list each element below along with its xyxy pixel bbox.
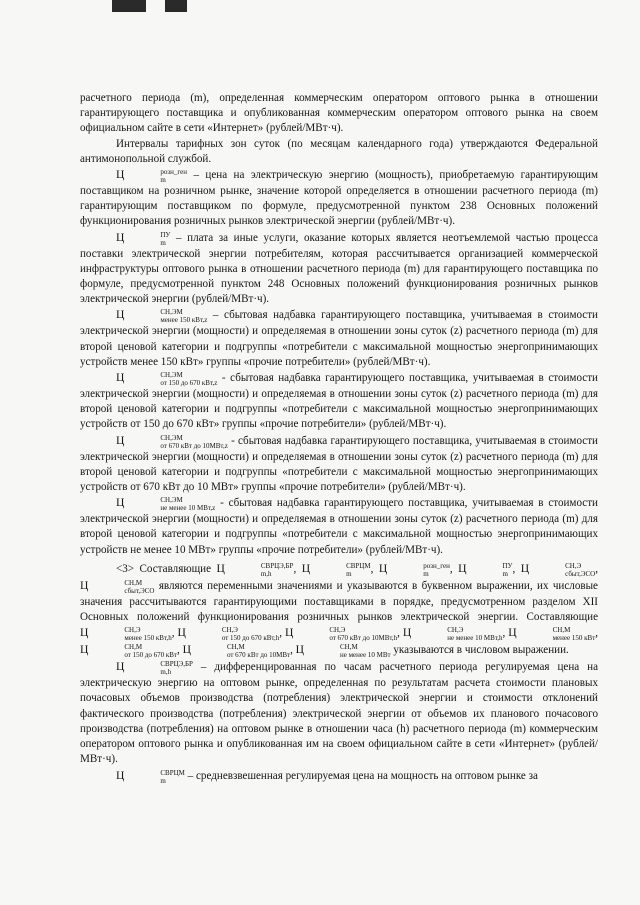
- price-symbol: Ц розн_ген m: [378, 561, 450, 578]
- paragraph-8: Ц СН,ЭМ не менее 10 МВт,z - сбытовая надбавка гарантирующего поставщика, учитываемая в стоимости электрической энергии (мощности) и определяемая в отношении зоны суток (z) расчетного периода (m) для второй ценовой категории и подгруппы «потребители с максимальной мощностью энергопринимающих устройств не менее 10 МВт» группы «прочие потребители» (рублей/МВт·ч).: [80, 496, 598, 556]
- scan-artifact: [165, 0, 187, 12]
- paragraph-7: Ц СН,ЭМ от 670 кВт до 10МВт,z - сбытовая надбавка гарантирующего поставщика, учитываемая в стоимости электрической энергии (мощности) и определяемая в отношении зоны суток (z) расчетного периода (m) для второй ценовой категории и подгруппы «потребители с максимальной мощностью энергопринимающих устройств от 670 кВт до 10 МВт» группы «прочие потребители» (рублей/МВт·ч).: [80, 433, 598, 494]
- price-symbol: Ц СВРЦЭ,БР m,h: [116, 660, 193, 677]
- price-symbol: Ц СН,Э от 150 до 670 кВт,h: [177, 626, 280, 643]
- price-symbol: Ц СН,ЭМ от 670 кВт до 10МВт,z: [116, 433, 228, 450]
- price-symbol: Ц СВРЦЭ,БР m,h: [216, 561, 294, 578]
- price-symbol: Ц СН,М менее 150 кВт: [508, 626, 596, 643]
- paragraph-6: Ц СН,ЭМ от 150 до 670 кВт,z - сбытовая надбавка гарантирующего поставщика, учитываемая в стоимости электрической энергии (мощности) и определяемая в отношении зоны суток (z) расчетного периода (m) для второй ценовой категории и подгруппы «потребители с максимальной мощностью энергопринимающих устройств от 150 до 670 кВт» группы «прочие потребители» (рублей/МВт·ч).: [80, 371, 598, 431]
- paragraph-9: <3> Составляющие Ц СВРЦЭ,БР m,h , Ц СВРЦМ m , Ц розн_ген m , Ц ПУ m , Ц СН,Э сбыт,ЭСО , Ц СН,М сбыт,ЭСО являются переменными значениями и указываются в буквенном выражении, их числовые значения рассчитываются гарантирующими поставщиками в порядке, предусмотренном разделом XII Основных положений функционирования розничных рынков электрической энергии. Составляющие Ц СН,Э менее 150 кВт,h , Ц СН,Э от 150 до 670 кВт,h , Ц СН,Э от 670 кВт до 10МВт,h , Ц СН,Э не менее 10 МВт,h , Ц СН,М менее 150 кВт , Ц СН,М от 150 до 670 кВт , Ц СН,М от 670 кВт до 10МВт , Ц СН,М не менее 10 МВт указываются в числовом выражении.: [80, 561, 599, 660]
- price-symbol: Ц СН,М сбыт,ЭСО: [80, 578, 155, 595]
- price-symbol: Ц ПУ m: [458, 561, 513, 578]
- paragraph-1: расчетного периода (m), определенная коммерческим оператором оптового рынка в отношении гарантирующего поставщика и опубликованная коммерческим оператором оптового рынка на своем официальном сайте в сети «Интернет» (рублей/МВт·ч).: [80, 92, 598, 135]
- paragraph-4: Ц ПУ m – плата за иные услуги, оказание которых является неотъемлемой частью процесса поставки электрической энергии потребителям, которая рассчитывается организацией коммерческой инфраструктуры оптового рынка в отношении расчетного периода (m) для гарантирующего поставщика по формуле, предусмотренной пунктом 248 Основных положений функционирования розничных рынков электрической энергии (рублей/МВт·ч).: [80, 230, 598, 306]
- paragraph-11: Ц СВРЦМ m – средневзвешенная регулируемая цена на мощность на оптовом рынке за: [116, 768, 538, 785]
- paragraph-3: Ц розн_ген m – цена на электрическую энергию (мощность), приобретаемую гарантирующим поставщиком на розничном рынке, значение которой определяется в отношении расчетного периода (m) гарантирующим поставщиком по формуле, предусмотренной пунктом 238 Основных положений функционирования розничных рынков электрической энергии (рублей/МВт·ч).: [80, 168, 598, 228]
- paragraph-2: Интервалы тарифных зон суток (по месяцам календарного года) утверждаются Федеральной антимонопольной службой.: [80, 137, 598, 165]
- paragraph-10: Ц СВРЦЭ,БР m,h – дифференцированная по часам расчетного периода регулируемая цена на электрическую энергию на оптовом рынке, определенная по результатам расчета стоимости плановых почасовых объемов производства (потребления) электрической энергии и стоимости отклонений фактического производства (потребления) электрической энергии от объемов их планового почасового производства (потребления) на оптовом рынке в отношении часа (h) расчетного периода (m) коммерческим оператором оптового рынка и опубликованная им на своем официальном сайте в сети «Интернет» (рублей/МВт·ч).: [80, 660, 598, 766]
- price-symbol: Ц СВРЦМ m: [301, 561, 371, 578]
- price-symbol: Ц ПУ m: [116, 230, 171, 247]
- price-symbol: Ц розн_ген m: [116, 168, 188, 185]
- price-symbol: Ц СН,М не менее 10 МВт: [295, 643, 391, 660]
- price-symbol: Ц СН,Э не менее 10 МВт,h: [402, 626, 503, 643]
- paragraph-5: Ц СН,ЭМ менее 150 кВт,z – сбытовая надбавка гарантирующего поставщика, учитываемая в стоимости электрической энергии (мощности) и определяемая в отношении зоны суток (z) расчетного периода (m) для второй ценовой категории и подгруппы «потребители с максимальной мощностью энергопринимающих устройств менее 150 кВт» группы «прочие потребители» (рублей/МВт·ч).: [80, 308, 598, 368]
- price-symbol: Ц СН,М от 150 до 670 кВт: [80, 643, 178, 660]
- price-symbol: Ц СН,М от 670 кВт до 10МВт: [182, 643, 291, 660]
- price-symbol: Ц СН,Э менее 150 кВт,h: [80, 626, 172, 643]
- price-symbol: Ц СН,Э от 670 кВт до 10МВт,h: [284, 626, 398, 643]
- price-symbol: Ц СН,Э сбыт,ЭСО: [520, 561, 596, 578]
- price-symbol: Ц СН,ЭМ менее 150 кВт,z: [116, 308, 208, 325]
- scan-artifact: [112, 0, 146, 12]
- document-page: [80, 91, 598, 785]
- price-symbol: Ц СН,ЭМ не менее 10 МВт,z: [116, 496, 216, 513]
- price-symbol: Ц СВРЦМ m: [116, 768, 185, 785]
- price-symbol: Ц СН,ЭМ от 150 до 670 кВт,z: [116, 371, 218, 388]
